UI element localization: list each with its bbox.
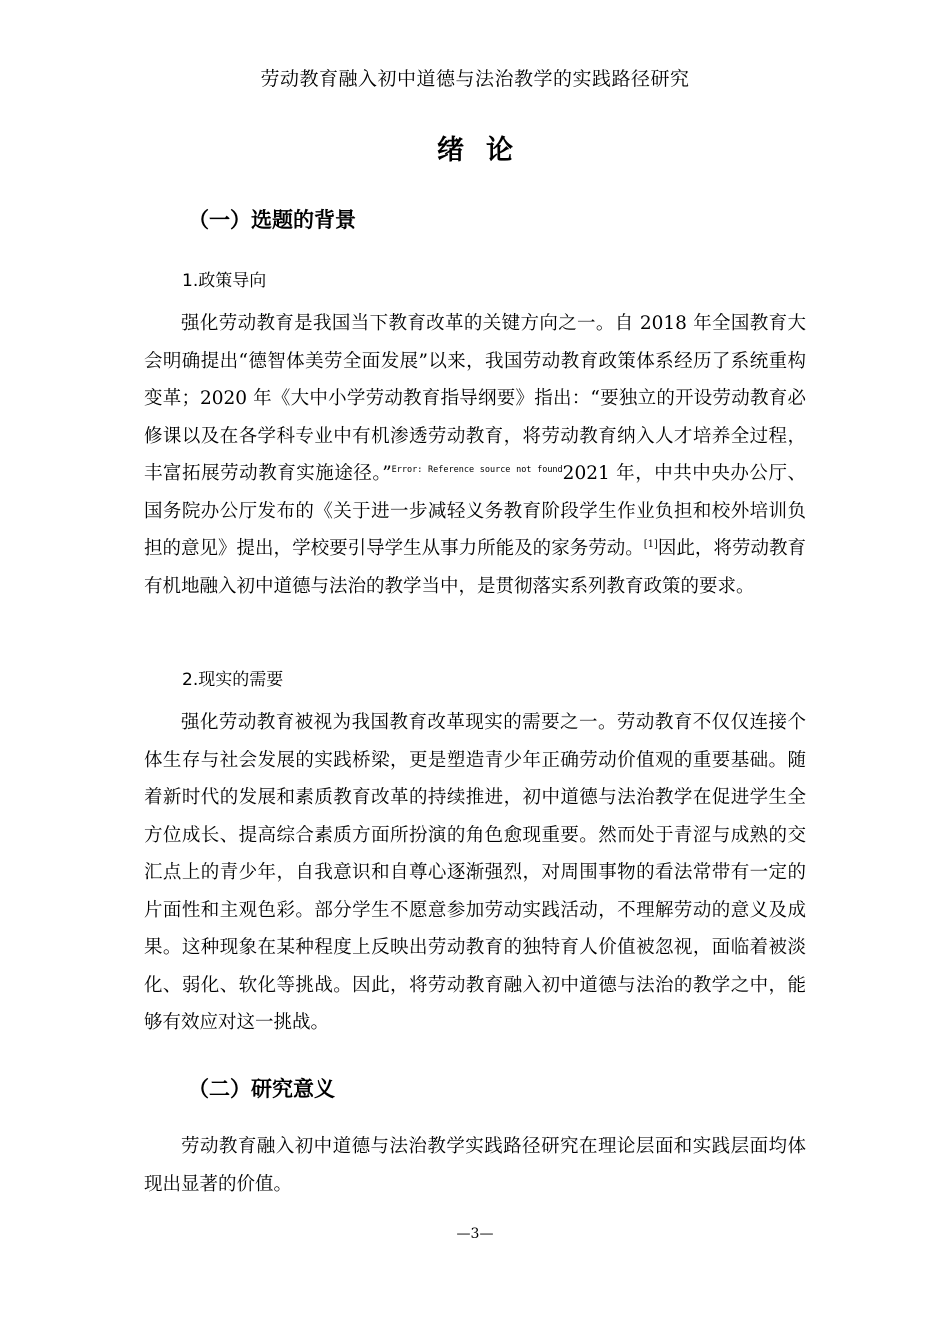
- paragraph-policy-text-3: 因此，将劳动教育有机地融入初中道德与法治的教学当中，是贯彻落实系列教育政策的要求。: [144, 538, 806, 597]
- page-number: —3—: [456, 1226, 494, 1242]
- paragraph-reality: 强化劳动教育被视为我国教育改革现实的需要之一。劳动教育不仅仅连接个体生存与社会发展的实践桥梁，更是塑造青少年正确劳动价值观的重要基础。随着新时代的发展和素质教育改革的持续推进，初中道德与法治教学在促进学生全方位成长、提高综合素质方面所扮演的角色愈现重要。然而处于青涩与成熟的交汇点上的青少年，自我意识和自尊心逐渐强烈，对周围事物的看法常带有一定的片面性和主观色彩。部分学生不愿意参加劳动实践活动，不理解劳动的意义及成果。这种现象在某种程度上反映出劳动教育的独特育人价值被忽视，面临着被淡化、弱化、软化等挑战。因此，将劳动教育融入初中道德与法治的教学之中，能够有效应对这一挑战。: [144, 712, 806, 1033]
- section-heading-background: （一）选题的背景: [188, 208, 356, 232]
- running-header: 劳动教育融入初中道德与法治教学的实践路径研究: [260, 68, 690, 90]
- error-reference-note: Error: Reference source not found: [391, 465, 563, 475]
- subsection-heading-reality: 2.现实的需要: [182, 670, 284, 690]
- paragraph-policy-text-2: 2021 年，中共中央办公厅、国务院办公厅发布的《关于进一步减轻义务教育阶段学生作业负担和校外培训负担的意见》提出，学校要引导学生从事力所能及的家务劳动。: [144, 463, 806, 559]
- section-heading-significance: （二）研究意义: [188, 1077, 335, 1101]
- subsection-heading-policy: 1.政策导向: [182, 271, 267, 291]
- citation-marker: [1]: [643, 539, 658, 550]
- paragraph-policy: [144, 305, 806, 605]
- paragraph-policy-text-1: 强化劳动教育是我国当下教育改革的关键方向之一。自 2018 年全国教育大会明确提出“德智体美劳全面发展”以来，我国劳动教育政策体系经历了系统重构变革；2020 年《大中小学劳动教育指导纲要》指出：“要独立的开设劳动教育必修课以及在各学科专业中有机渗透劳动教育，将劳动教育纳入人才培养全过程，丰富拓展劳动教育实施途径。”: [144, 313, 806, 484]
- paragraph-significance: 劳动教育融入初中道德与法治教学实践路径研究在理论层面和实践层面均体现出显著的价值。: [144, 1136, 806, 1195]
- chapter-title: 绪论: [437, 135, 535, 166]
